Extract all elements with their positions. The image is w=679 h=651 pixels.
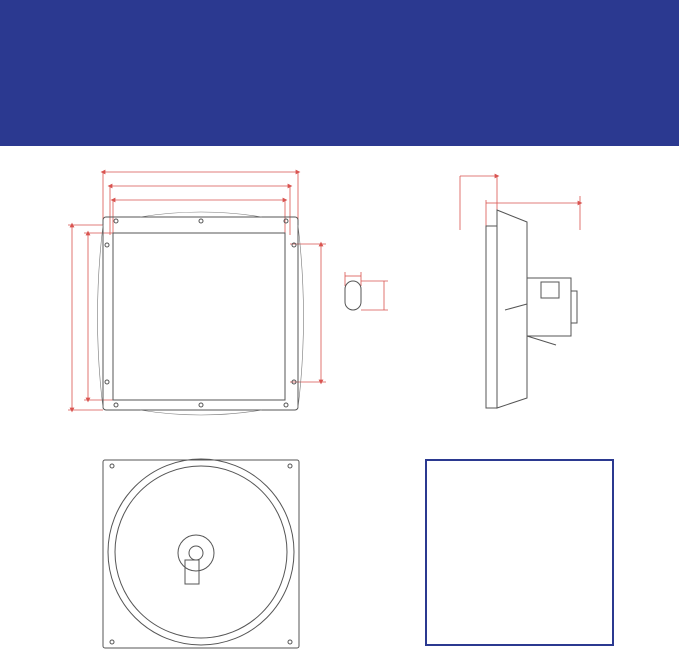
side-view-drawing xyxy=(460,176,580,408)
front-view-drawing xyxy=(68,172,326,415)
square-opening-box xyxy=(425,459,614,646)
slot-detail-drawing xyxy=(345,272,388,310)
grille-view-drawing xyxy=(103,459,299,648)
